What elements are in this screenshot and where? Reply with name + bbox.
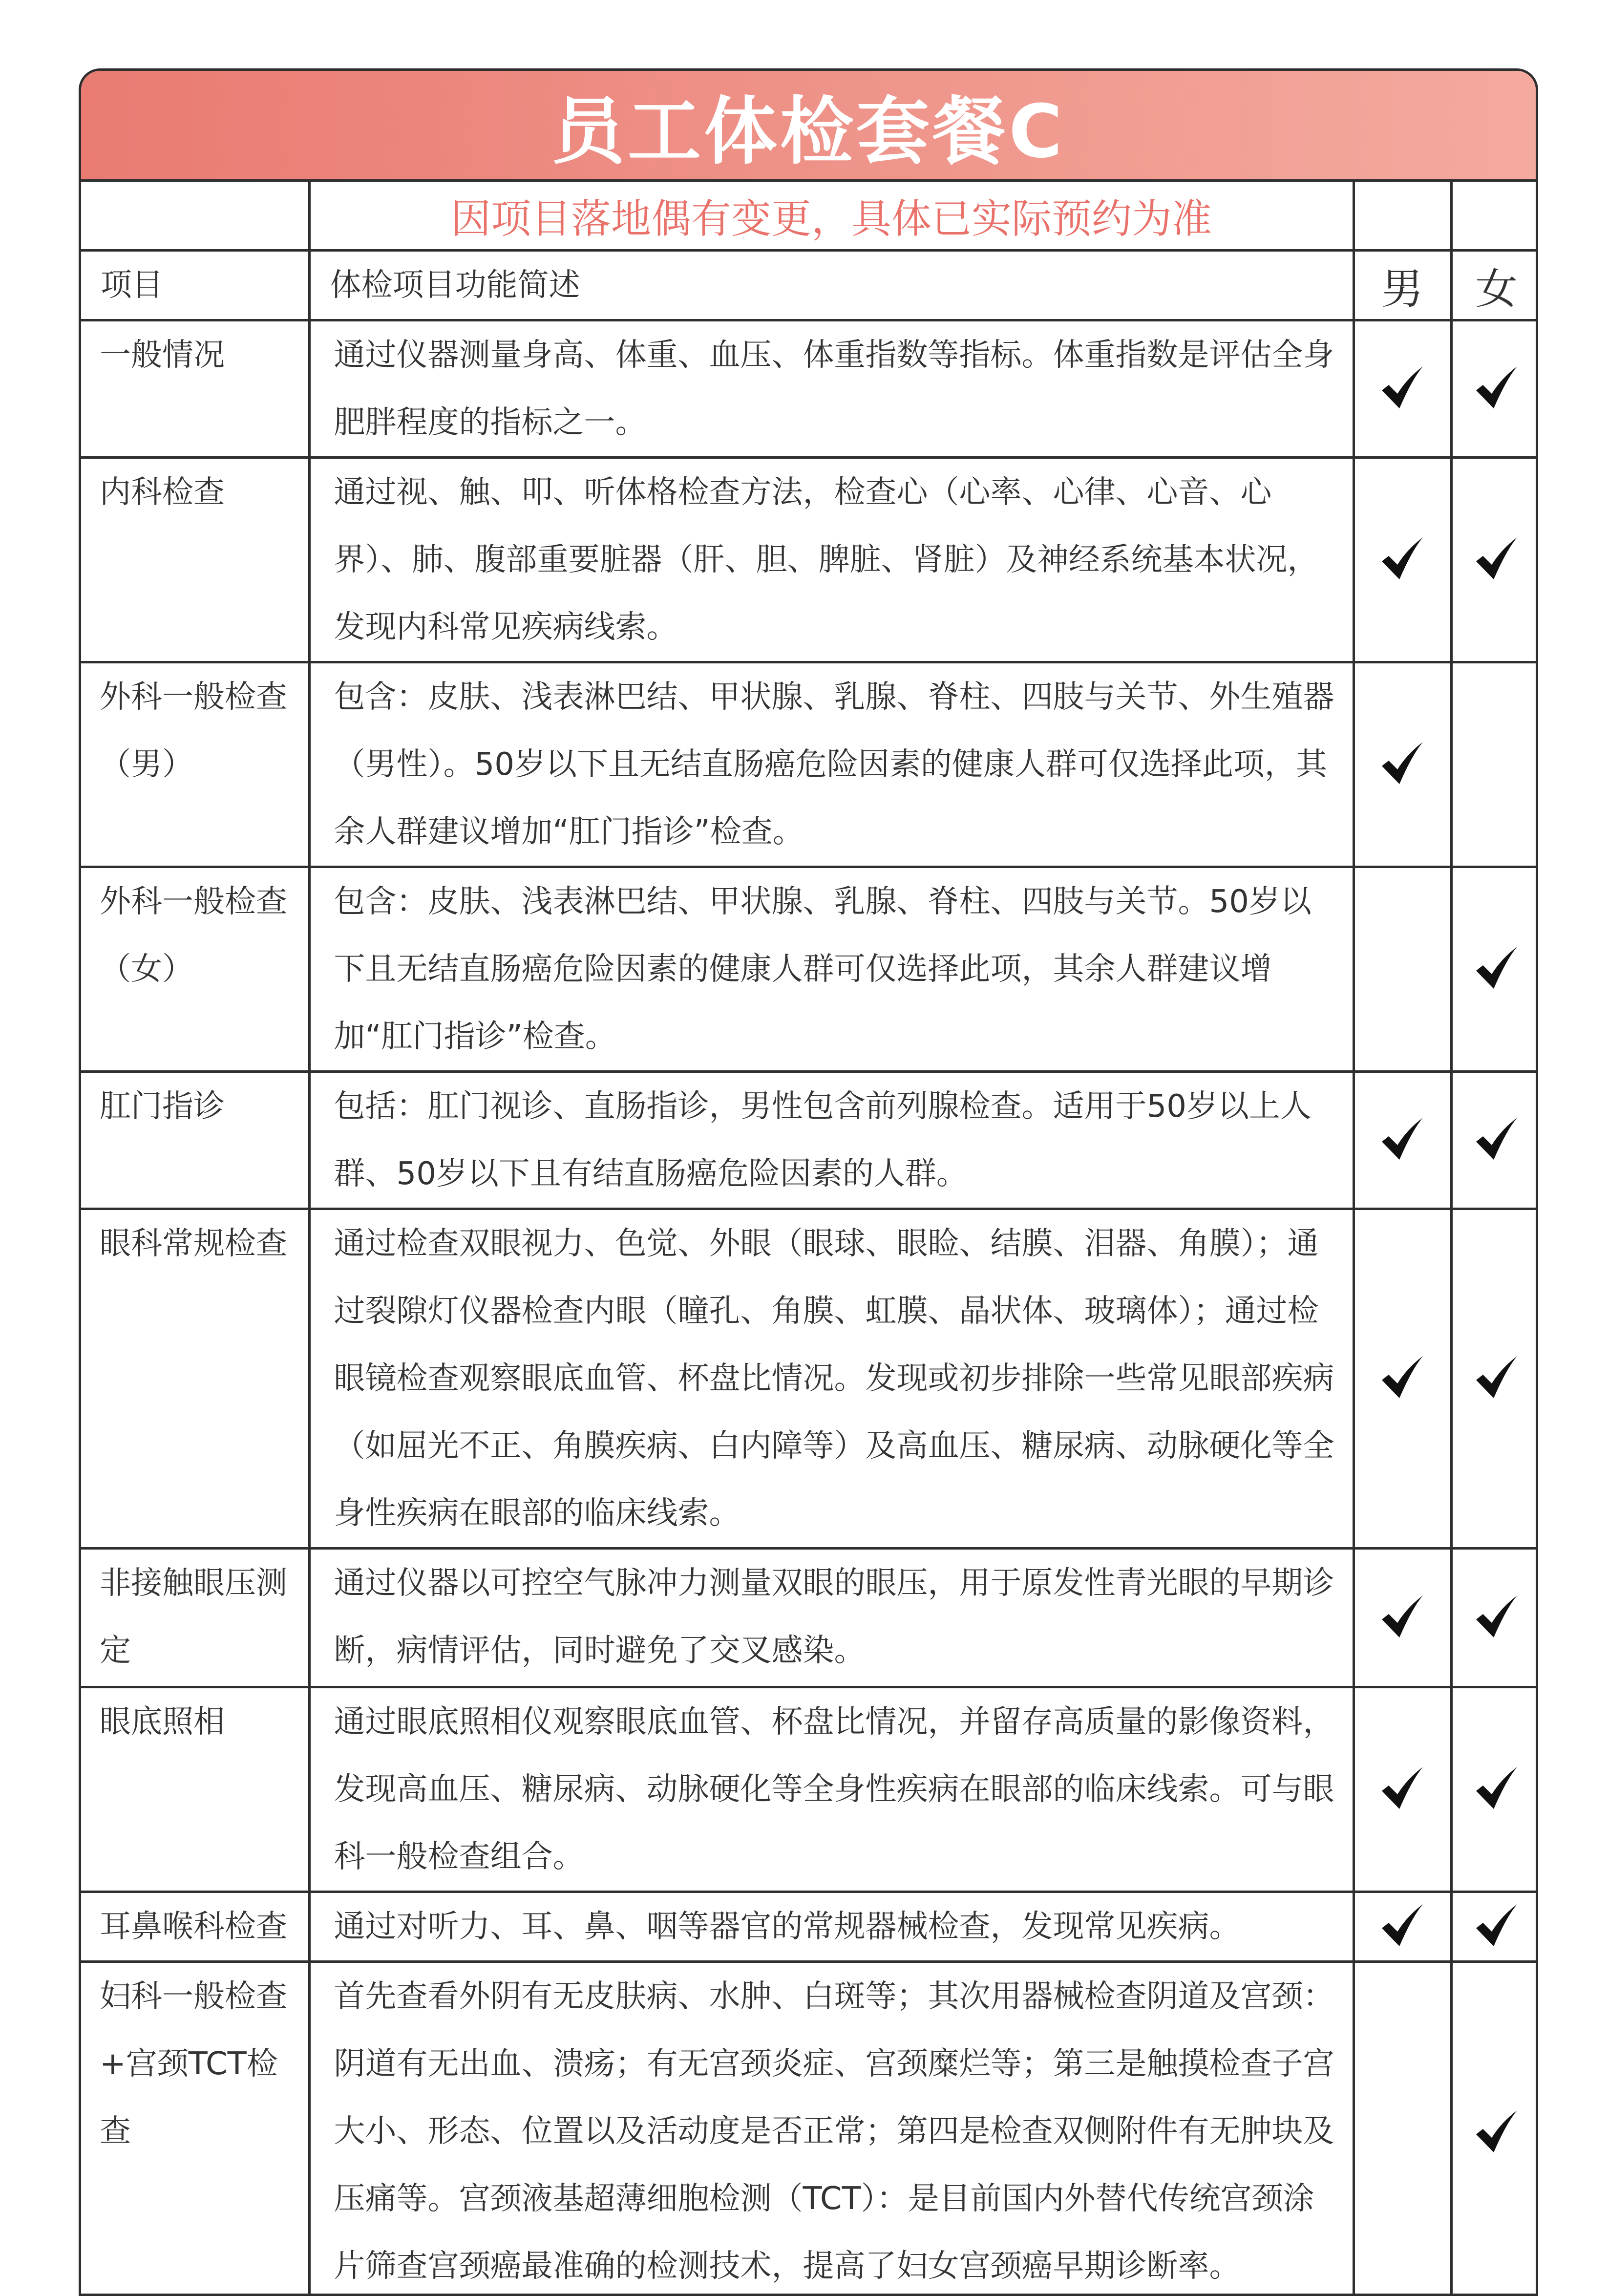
checkmark-icon: [1472, 1395, 1521, 1404]
male-cell: [1354, 1549, 1451, 1687]
item-name: 妇科一般检查+宫颈TCT检查: [81, 1962, 309, 2296]
item-description: 通过视、触、叩、听体格检查方法，检查心（心率、心律、心音、心界）、肺、腹部重要脏器（肝、胆、脾脏、肾脏）及神经系统基本状况，发现内科常见疾病线索。: [309, 458, 1354, 662]
item-description: 通过仪器测量身高、体重、血压、体重指数等指标。体重指数是评估全身肥胖程度的指标之一。: [309, 320, 1354, 458]
item-description: 通过仪器以可控空气脉冲力测量双眼的眼压，用于原发性青光眼的早期诊断，病情评估，同时避免了交叉感染。: [309, 1549, 1354, 1687]
female-cell: [1451, 1549, 1538, 1687]
female-cell: [1451, 1962, 1538, 2296]
checkmark-icon: [1378, 1156, 1427, 1166]
checkmark-icon: [1472, 985, 1521, 995]
female-cell: [1451, 1072, 1538, 1209]
header-female: 女: [1451, 251, 1538, 320]
header-item: 项目: [81, 251, 309, 320]
female-cell: [1451, 320, 1538, 458]
item-name: 外科一般检查（男）: [81, 662, 309, 867]
male-cell: [1354, 458, 1451, 662]
table-row: [81, 1962, 1538, 2296]
item-description: 首先查看外阴有无皮肤病、水肿、白斑等；其次用器械检查阴道及宫颈：阴道有无出血、溃疡；有无宫颈炎症、宫颈糜烂等；第三是触摸检查子宫大小、形态、位置以及活动度是否正常；第四是检查双侧附件有无肿块及压痛等。宫颈液基超薄细胞检测（TCT）：是目前国内外替代传统宫颈涂片筛查宫颈癌最准确的检测技术，提高了妇女宫颈癌早期诊断率。: [309, 1962, 1354, 2296]
page-title: 员工体检套餐C: [551, 72, 1065, 178]
item-description: 通过眼底照相仪观察眼底血管、杯盘比情况，并留存高质量的影像资料，发现高血压、糖尿病、动脉硬化等全身性疾病在眼部的临床线索。可与眼科一般检查组合。: [309, 1687, 1354, 1892]
female-cell: [1451, 458, 1538, 662]
checkmark-icon: [1472, 1806, 1521, 1815]
table-row: [81, 1549, 1538, 1687]
checkmark-icon: [1472, 1943, 1521, 1952]
checkmark-icon: [1472, 1156, 1521, 1166]
female-cell: [1451, 1687, 1538, 1892]
male-cell: [1354, 1072, 1451, 1209]
table-row: [81, 1892, 1538, 1962]
header-male: 男: [1354, 251, 1451, 320]
title-banner: [81, 71, 1536, 182]
item-description: 通过对听力、耳、鼻、咽等器官的常规器械检查，发现常见疾病。: [309, 1892, 1354, 1962]
item-description: 通过检查双眼视力、色觉、外眼（眼球、眼睑、结膜、泪器、角膜）；通过裂隙灯仪器检查内眼（瞳孔、角膜、虹膜、晶状体、玻璃体）；通过检眼镜检查观察眼底血管、杯盘比情况。发现或初步排除一些常见眼部疾病（如屈光不正、角膜疾病、白内障等）及高血压、糖尿病、动脉硬化等全身性疾病在眼部的临床线索。: [309, 1209, 1354, 1549]
table-row: [81, 320, 1538, 458]
table-row: [81, 867, 1538, 1072]
male-cell: [1354, 662, 1451, 867]
item-name: 外科一般检查（女）: [81, 867, 309, 1072]
table-row: [81, 458, 1538, 662]
male-cell: [1354, 320, 1451, 458]
checkmark-icon: [1378, 1395, 1427, 1404]
checkmark-icon: [1378, 781, 1427, 790]
item-name: 一般情况: [81, 320, 309, 458]
item-description: 包含：皮肤、浅表淋巴结、甲状腺、乳腺、脊柱、四肢与关节。50岁以下且无结直肠癌危险因素的健康人群可仅选择此项，其余人群建议增加“肛门指诊”检查。: [309, 867, 1354, 1072]
male-cell: [1354, 1209, 1451, 1549]
male-cell: [1354, 1892, 1451, 1962]
checkmark-icon: [1472, 405, 1521, 414]
checkmark-icon: [1378, 1943, 1427, 1952]
male-cell: [1354, 1962, 1451, 2296]
change-notice: 因项目落地偶有变更，具体已实际预约为准: [309, 181, 1354, 251]
female-cell: [1451, 1892, 1538, 1962]
item-name: 眼科常规检查: [81, 1209, 309, 1549]
male-cell: [1354, 867, 1451, 1072]
table-row: [81, 662, 1538, 867]
female-cell: [1451, 662, 1538, 867]
checkmark-icon: [1472, 1634, 1521, 1643]
item-description: 包含：皮肤、浅表淋巴结、甲状腺、乳腺、脊柱、四肢与关节、外生殖器（男性）。50岁以下且无结直肠癌危险因素的健康人群可仅选择此项，其余人群建议增加“肛门指诊”检查。: [309, 662, 1354, 867]
table-row: [81, 1072, 1538, 1209]
table-row: [81, 1687, 1538, 1892]
item-name: 眼底照相: [81, 1687, 309, 1892]
checkmark-icon: [1472, 576, 1521, 585]
female-cell: [1451, 867, 1538, 1072]
checkmark-icon: [1378, 1806, 1427, 1815]
table-row: [81, 1209, 1538, 1549]
female-cell: [1451, 1209, 1538, 1549]
header-row: [81, 251, 1538, 320]
checkmark-icon: [1472, 2149, 1521, 2158]
male-cell: [1354, 1687, 1451, 1892]
checkmark-icon: [1378, 576, 1427, 585]
checkmark-icon: [1378, 1634, 1427, 1643]
exam-table: [81, 179, 1538, 2296]
package-card: [79, 68, 1538, 2296]
header-description: 体检项目功能简述: [309, 251, 1354, 320]
checkmark-icon: [1378, 405, 1427, 414]
item-name: 内科检查: [81, 458, 309, 662]
item-name: 非接触眼压测定: [81, 1549, 309, 1687]
item-name: 肛门指诊: [81, 1072, 309, 1209]
note-row: [81, 181, 1538, 251]
item-name: 耳鼻喉科检查: [81, 1892, 309, 1962]
item-description: 包括：肛门视诊、直肠指诊，男性包含前列腺检查。适用于50岁以上人群、50岁以下且有结直肠癌危险因素的人群。: [309, 1072, 1354, 1209]
